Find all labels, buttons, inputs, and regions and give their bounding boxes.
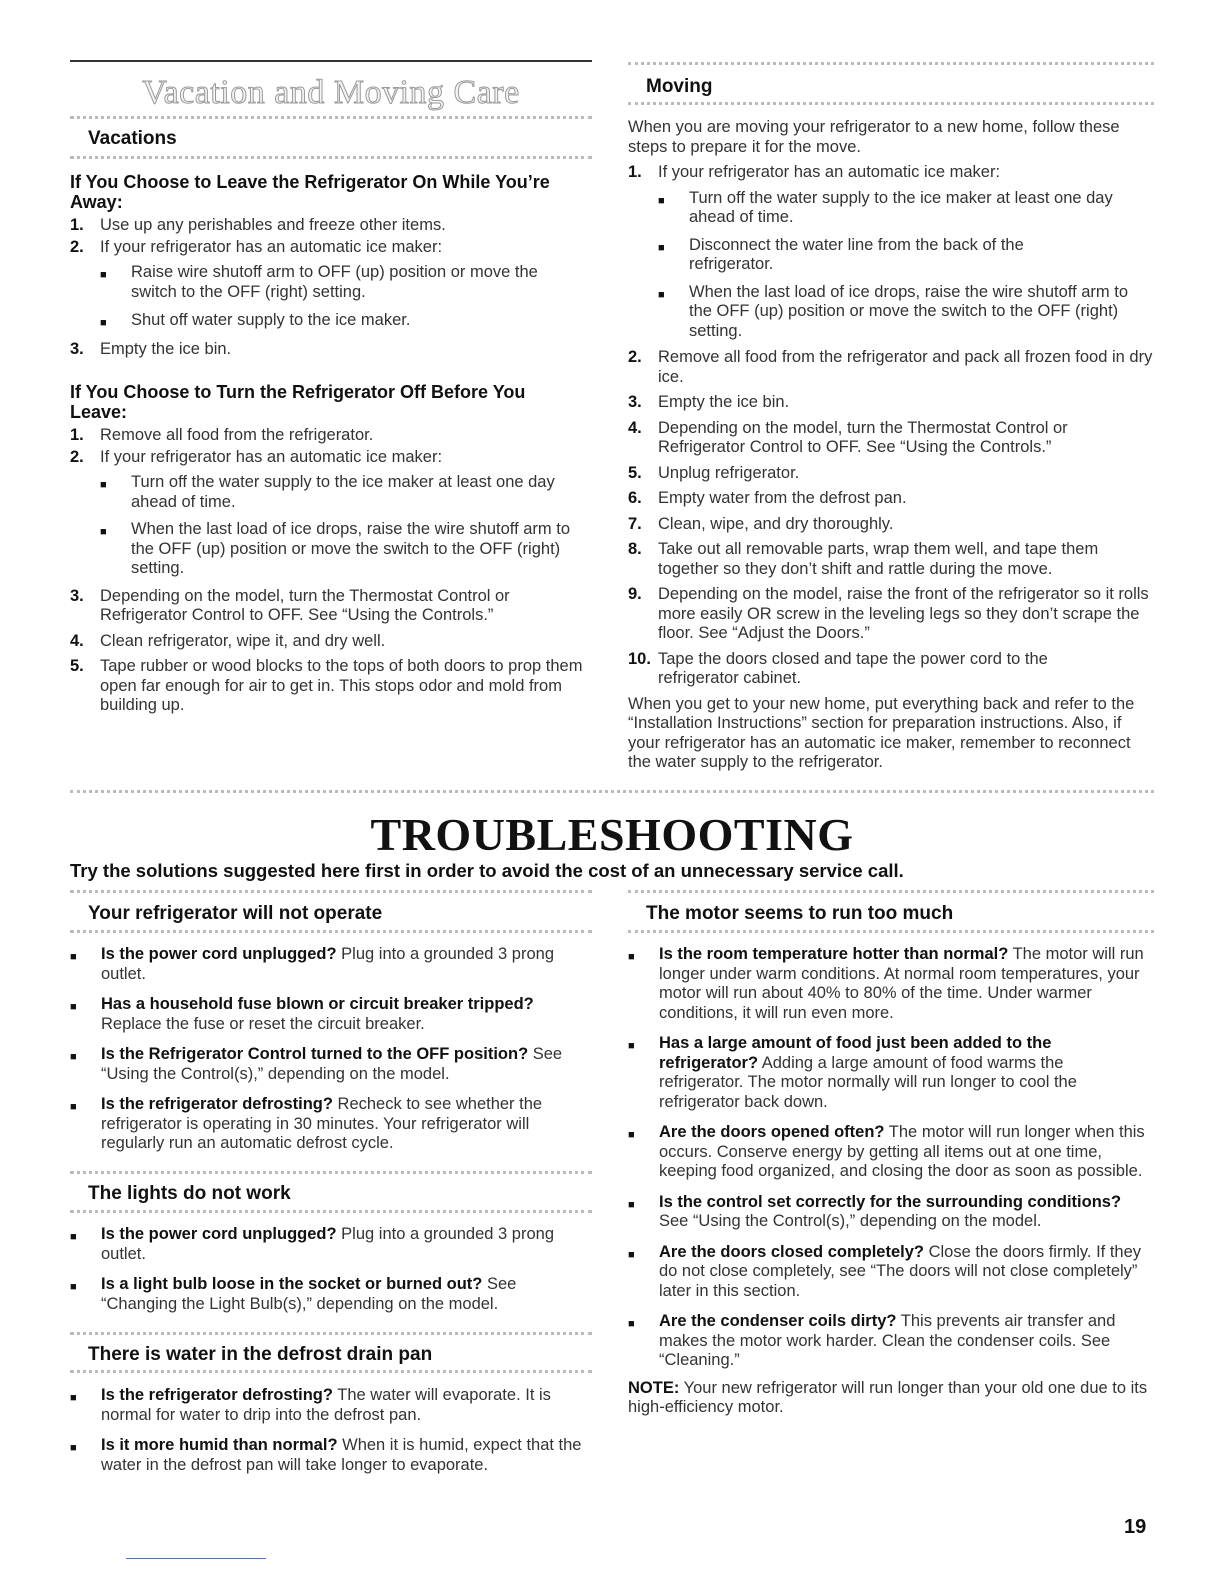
divider xyxy=(70,1370,592,1373)
list-item: 3. Depending on the model, turn the Thermostat Control or Refrigerator Control to OFF. See “Using the Controls.” xyxy=(70,586,510,624)
list-item: 1. If your refrigerator has an automatic ice maker: xyxy=(628,163,1001,181)
divider xyxy=(70,890,592,893)
moving-content xyxy=(628,118,1154,773)
lights-heading: The lights do not work xyxy=(88,1183,291,1204)
divider xyxy=(628,62,1154,65)
motor-note: NOTE: Your new refrigerator will run longer than your old one due to its high-efficiency motor. xyxy=(628,1378,1148,1416)
bullet-icon: ■ xyxy=(70,1281,77,1293)
page-number: 19 xyxy=(1124,1516,1147,1538)
list-item: ■ Is the power cord unplugged? Plug into a grounded 3 prong outlet. xyxy=(70,945,555,983)
moving-intro: When you are moving your refrigerator to a new home, follow these steps to prepare it for the move. xyxy=(628,118,1120,156)
bullet-icon: ■ xyxy=(70,951,77,963)
divider xyxy=(628,890,1154,893)
turn-off-list xyxy=(70,426,592,716)
troubleshooting-title: TROUBLESHOOTING xyxy=(370,809,854,860)
divider xyxy=(628,930,1154,933)
divider xyxy=(70,1171,592,1174)
list-item: ■ Turn off the water supply to the ice maker at least one day ahead of time. xyxy=(100,473,555,511)
moving-heading: Moving xyxy=(646,76,713,97)
bullet-icon: ■ xyxy=(100,269,107,281)
not-operate-heading: Your refrigerator will not operate xyxy=(88,903,383,924)
list-item: 9. Depending on the model, raise the front of the refrigerator so it rolls more easily OR screw in the leveling legs so they don’t scrape the floor. See “Adjust the Doors.” xyxy=(628,585,1149,642)
list-item: ■ Is the power cord unplugged? Plug into a grounded 3 prong outlet. xyxy=(70,1225,555,1263)
bullet-icon: ■ xyxy=(70,1101,77,1113)
divider xyxy=(70,116,592,119)
list-item: 8. Take out all removable parts, wrap them well, and tape them together so they don’t shift and rattle during the move. xyxy=(628,540,1099,578)
bullet-icon: ■ xyxy=(100,479,107,491)
list-item: ■ When the last load of ice drops, raise the wire shutoff arm to the OFF (up) position or move the switch to the OFF (right) setting. xyxy=(658,282,1128,340)
list-item: ■ Is the refrigerator defrosting? Recheck to see whether the refrigerator is operating in 30 minutes. Your refrigerator will regularly run an automatic defrost cycle. xyxy=(70,1095,543,1152)
section-title-vacation-moving: Vacation and Moving Care xyxy=(142,74,520,111)
water-list xyxy=(70,1386,592,1475)
list-item: ■ Is the refrigerator defrosting? The water will evaporate. It is normal for water to drip into the defrost pan. xyxy=(70,1386,551,1424)
bullet-icon: ■ xyxy=(100,317,107,329)
list-item: 5. Tape rubber or wood blocks to the tops of both doors to prop them open far enough for air to get in. This stops odor and mold from building up. xyxy=(70,657,583,714)
list-item: 4. Clean refrigerator, wipe it, and dry well. xyxy=(70,631,386,650)
divider xyxy=(628,102,1154,105)
bullet-icon: ■ xyxy=(628,951,635,963)
bullet-icon: ■ xyxy=(628,1040,635,1052)
footer-rule xyxy=(126,1558,266,1559)
turn-off-heading: If You Choose to Turn the Refrigerator Off Before You Leave: xyxy=(70,382,526,422)
bullet-icon: ■ xyxy=(658,194,665,207)
bullet-icon: ■ xyxy=(628,1129,635,1141)
list-item: 3. Empty the ice bin. xyxy=(628,393,790,411)
list-item: ■ Disconnect the water line from the back of the refrigerator. xyxy=(658,235,1024,273)
list-item: 2. If your refrigerator has an automatic ice maker: xyxy=(70,237,443,256)
not-operate-list xyxy=(70,945,592,1154)
list-item: ■ Are the condenser coils dirty? This prevents air transfer and makes the motor work harder. Clean the condenser coils. See “Cleaning.” xyxy=(628,1312,1116,1369)
motor-heading: The motor seems to run too much xyxy=(646,903,954,924)
lights-list xyxy=(70,1225,592,1314)
list-item: ■ Are the doors opened often? The motor will run longer when this occurs. Conserve energy by getting all items out at one time, keeping food organized, and closing the door as soon as possible. xyxy=(628,1123,1145,1180)
list-item: ■ Is it more humid than normal? When it is humid, expect that the water in the defrost pan will take longer to evaporate. xyxy=(70,1436,582,1474)
bullet-icon: ■ xyxy=(100,526,107,538)
moving-outro: When you get to your new home, put everything back and refer to the “Installation Instructions” section for preparation instructions. Also, if your refrigerator has an automatic ice maker, remember to reconnect the water supply to the refrigerator. xyxy=(628,694,1135,771)
bullet-icon: ■ xyxy=(628,1318,635,1330)
list-item: ■ Is a light bulb loose in the socket or burned out? See “Changing the Light Bulb(s),” depending on the model. xyxy=(70,1275,517,1313)
bullet-icon: ■ xyxy=(70,1392,77,1404)
list-item: 7. Clean, wipe, and dry thoroughly. xyxy=(628,514,894,533)
top-rule-left xyxy=(70,60,592,62)
list-item: 1. Use up any perishables and freeze other items. xyxy=(70,216,446,234)
divider xyxy=(70,790,1154,793)
list-item: ■ Are the doors closed completely? Close the doors firmly. If they do not close completely, see “The doors will not close completely” later in this section. xyxy=(628,1242,1142,1300)
bullet-icon: ■ xyxy=(628,1198,635,1211)
list-item: 1. Remove all food from the refrigerator. xyxy=(70,426,374,444)
troubleshooting-tagline: Try the solutions suggested here first in order to avoid the cost of an unnecessary service call. xyxy=(70,860,904,881)
list-item: ■ Is the control set correctly for the surrounding conditions? See “Using the Control(s),” depending on the model. xyxy=(628,1192,1122,1230)
water-heading: There is water in the defrost drain pan xyxy=(88,1344,433,1365)
bullet-icon: ■ xyxy=(70,1051,77,1063)
list-item: 3. Empty the ice bin. xyxy=(70,339,232,358)
divider xyxy=(70,1210,592,1213)
list-item: 2. If your refrigerator has an automatic ice maker: xyxy=(70,447,443,466)
motor-list xyxy=(628,945,1154,1418)
list-item: ■ Turn off the water supply to the ice maker at least one day ahead of time. xyxy=(658,188,1113,226)
bullet-icon: ■ xyxy=(70,1231,77,1243)
bullet-icon: ■ xyxy=(70,1001,77,1013)
divider xyxy=(70,156,592,159)
list-item: 5. Unplug refrigerator. xyxy=(628,463,800,482)
leave-on-heading: If You Choose to Leave the Refrigerator On While You’re Away: xyxy=(70,172,550,212)
list-item: ■ Shut off water supply to the ice maker. xyxy=(70,311,592,331)
bullet-icon: ■ xyxy=(70,1442,77,1454)
list-item: ■ Raise wire shutoff arm to OFF (up) position or move the switch to the OFF (right) setting. xyxy=(100,263,538,301)
list-item: ■ Is the Refrigerator Control turned to the OFF position? See “Using the Control(s),” depending on the model. xyxy=(70,1045,563,1083)
list-item: ■ When the last load of ice drops, raise the wire shutoff arm to the OFF (up) position or move the switch to the OFF (right) setting. xyxy=(100,520,570,577)
bullet-icon: ■ xyxy=(628,1248,635,1261)
list-item: 4. Depending on the model, turn the Thermostat Control or Refrigerator Control to OFF. See “Using the Controls.” xyxy=(628,418,1068,456)
list-item: ■ Has a large amount of food just been added to the refrigerator? Adding a large amount of food warms the refrigerator. The motor normally will run longer to cool the refrigerator back down. xyxy=(628,1034,1077,1111)
divider xyxy=(70,930,592,933)
list-item: 10. Tape the doors closed and tape the power cord to the refrigerator cabinet. xyxy=(628,649,1048,687)
list-item: 2. Remove all food from the refrigerator and pack all frozen food in dry ice. xyxy=(628,348,1153,386)
bullet-icon: ■ xyxy=(658,241,665,254)
list-item: ■ Has a household fuse blown or circuit breaker tripped? Replace the fuse or reset the circuit breaker. xyxy=(70,995,534,1033)
list-item: 6. Empty water from the defrost pan. xyxy=(628,489,907,507)
bullet-icon: ■ xyxy=(658,288,665,301)
leave-on-list xyxy=(70,216,592,359)
vacations-heading: Vacations xyxy=(88,128,177,149)
list-item: ■ Is the room temperature hotter than normal? The motor will run longer under warm conditions. At normal room temperatures, your motor will run about 40% to 80% of the time. Under warmer conditions, it will run even more. xyxy=(628,945,1144,1022)
divider xyxy=(70,1332,592,1335)
